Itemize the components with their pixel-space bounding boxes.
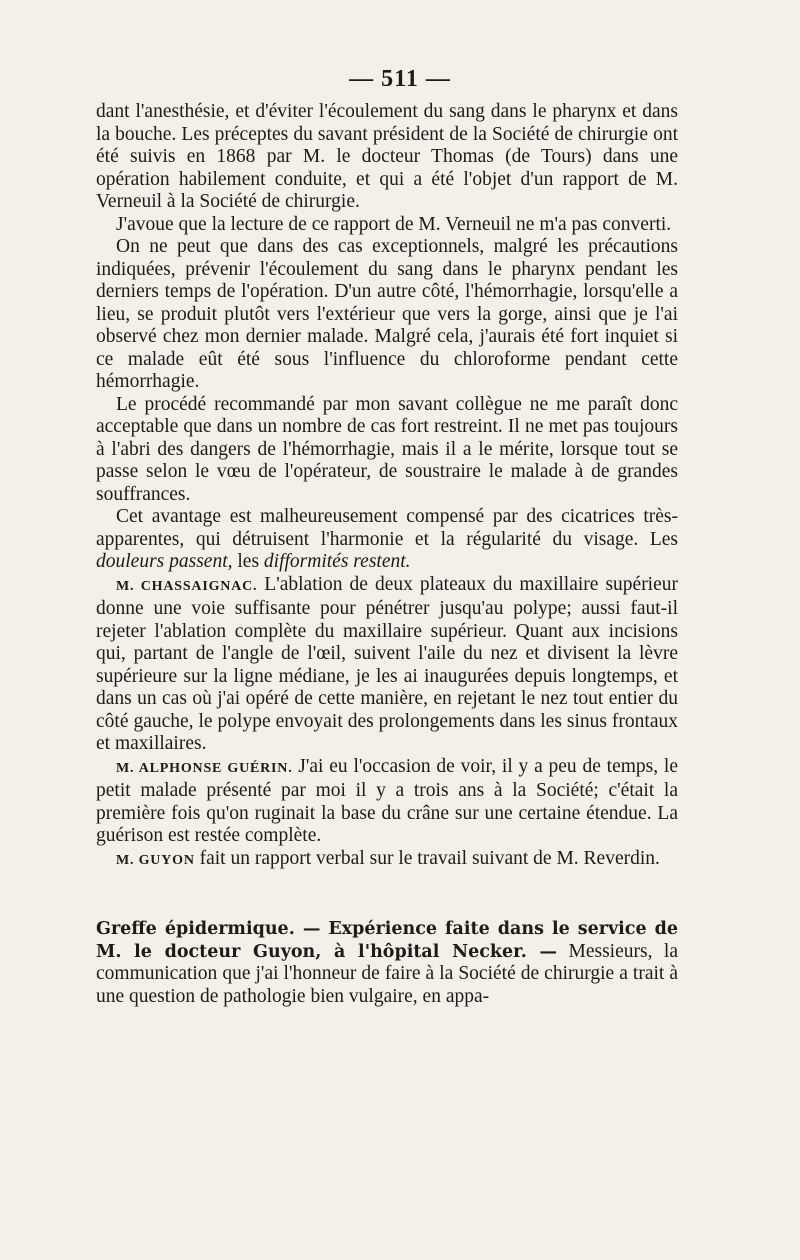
section-heading: Greffe épidermique. — Expérience faite dans le service de M. le docteur Guyon, à l'hôpital Necker. — (96, 919, 678, 962)
text-column (96, 101, 678, 1008)
paragraph: On ne peut que dans des cas exceptionnels, malgré les précautions indiquées, prévenir l'écoulement du sang dans le pharynx pendant les derniers temps de l'opération. D'un autre côté, l'hémorrhagie, lorsqu'elle a lieu, se produit plutôt vers l'extérieur que vers la gorge, ainsi que je l'ai observé chez mon dernier malade. Malgré cela, j'aurais été fort inquiet si ce malade eût été sous l'influence du chloroforme pendant cette hémorrhagie. (96, 236, 678, 392)
section-paragraph (96, 918, 678, 1008)
speaker-name: M. CHASSAIGNAC. (116, 578, 258, 594)
paragraph-continuation: dant l'anesthésie, et d'éviter l'écoulement du sang dans le pharynx et dans la bouche. Les préceptes du savant président de la Société de chirurgie ont été suivis en 1868 par M. le docteur Thomas (de Tours) dans une opération habilement conduite, et qui a été l'objet d'un rapport de M. Verneuil à la Société de chirurgie. (96, 101, 678, 212)
speaker-text: fait un rapport verbal sur le travail suivant de M. Reverdin. (194, 847, 660, 869)
speaker-paragraph (96, 848, 678, 873)
section-gap (96, 872, 678, 918)
speaker-paragraph (96, 756, 678, 848)
paragraph (96, 506, 678, 574)
italic-phrase: difformités restent. (263, 551, 411, 572)
paragraph: J'avoue que la lecture de ce rapport de M. Verneuil ne m'a pas converti. (116, 213, 672, 235)
italic-phrase: douleurs passent, (96, 551, 233, 572)
speaker-text: J'ai eu l'occasion de voir, il y a peu de temps, le petit malade présenté par moi il y a trois ans à la Société; c'était la première fois qu'on ruginait la base du crâne sur une certaine étendue. La guérison est restée complète. (96, 755, 678, 846)
section-text: Messieurs, la communication que j'ai l'honneur de faire à la Société de chirurgie a trait à une question de pathologie bien vulgaire, en appa- (96, 940, 679, 1007)
paragraph: Le procédé recommandé par mon savant collègue ne me paraît donc acceptable que dans un nombre de cas fort restreint. Il ne met pas toujours à l'abri des dangers de l'hémorrhagie, mais il a le mérite, lorsque tout se passe selon le vœu de l'opérateur, de soustraire le malade à de grandes souffrances. (96, 393, 678, 505)
speaker-paragraph (96, 574, 678, 756)
paragraph-text: les (232, 551, 264, 572)
paragraph-text: Cet avantage est malheureusement compensé par des cicatrices très-apparentes, qui détruisent l'harmonie et la régularité du visage. Les (96, 506, 678, 550)
page-number: — 511 — (349, 66, 451, 92)
speaker-name: M. ALPHONSE GUÉRIN. (116, 760, 293, 776)
speaker-text: L'ablation de deux plateaux du maxillaire supérieur donne une voie suffisante pour pénétrer jusqu'au polype; aussi faut-il rejeter l'ablation complète du maxillaire supérieur. Quant aux incisions qui, partant de l'angle de l'œil, suivent l'aile du nez et divisent la lèvre supérieure sur la ligne médiane, je les ai inaugurées depuis longtemps, et dans un cas où j'ai opéré de cette manière, en rejetant le nez tout entier du côté gauche, le polype envoyait des prolongements dans les sinus frontaux et maxillaires. (96, 573, 678, 754)
speaker-name: M. GUYON (116, 852, 195, 868)
